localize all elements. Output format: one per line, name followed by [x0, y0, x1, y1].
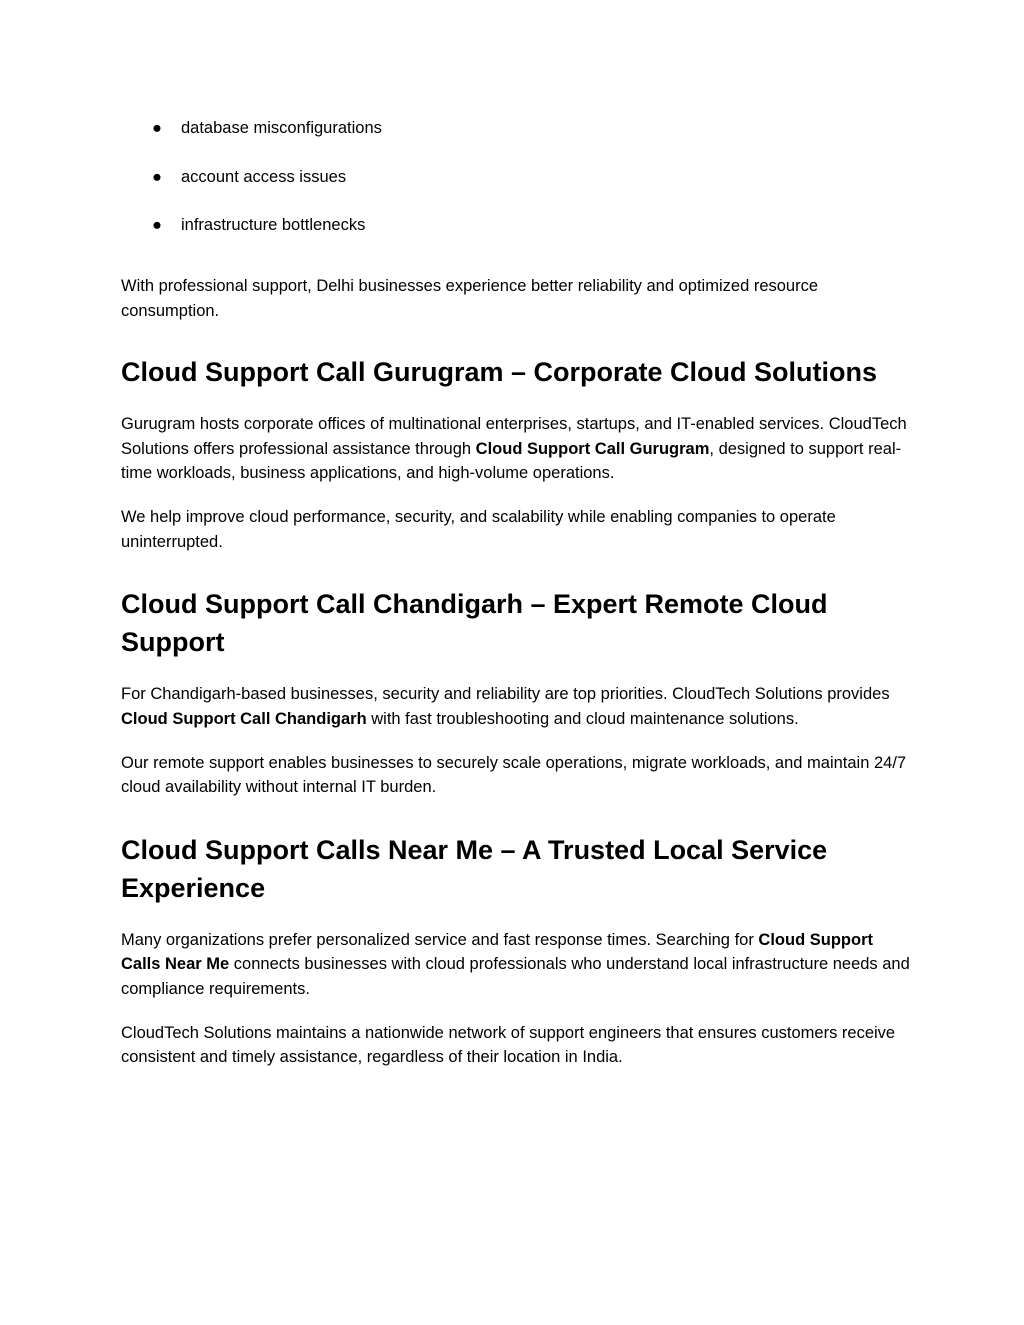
- bullet-icon: ●: [152, 167, 162, 186]
- list-item-text: infrastructure bottlenecks: [181, 216, 366, 234]
- paragraph: We help improve cloud performance, security, and scalability while enabling companies to operate uninterrupted.: [121, 508, 836, 551]
- bold-text: Cloud Support Calls Near Me: [121, 930, 873, 973]
- paragraph: [121, 412, 911, 486]
- paragraph: CloudTech Solutions maintains a nationwide network of support engineers that ensures customers receive consistent and timely assistance, regardless of their location in India.: [121, 1023, 896, 1066]
- bullet-list: [121, 118, 911, 235]
- bullet-icon: ●: [152, 216, 162, 234]
- paragraph: [121, 682, 911, 731]
- section-heading: Cloud Support Call Gurugram – Corporate Cloud Solutions: [121, 357, 877, 387]
- list-item-text: account access issues: [181, 167, 347, 186]
- bold-text: Cloud Support Call Gurugram: [475, 439, 710, 458]
- bullet-icon: ●: [152, 119, 162, 137]
- bold-text: Cloud Support Call Chandigarh: [121, 709, 367, 728]
- list-item: [121, 118, 911, 138]
- document-content: [121, 118, 911, 1089]
- list-item: [121, 215, 911, 235]
- paragraph: Our remote support enables businesses to securely scale operations, migrate workloads, and maintain 24/7 cloud availability without internal IT burden.: [121, 753, 907, 796]
- text: Many organizations prefer personalized service and fast response times. Searching for: [121, 930, 759, 949]
- list-item: [121, 167, 911, 187]
- section-heading: Cloud Support Calls Near Me – A Trusted Local Service Experience: [121, 834, 828, 903]
- paragraph: [121, 928, 911, 1002]
- list-item-text: database misconfigurations: [181, 119, 382, 137]
- section-heading: Cloud Support Call Chandigarh – Expert Remote Cloud Support: [121, 589, 828, 657]
- text: For Chandigarh-based businesses, security and reliability are top priorities. CloudTech Solutions provides: [121, 685, 890, 703]
- intro-paragraph: With professional support, Delhi businesses experience better reliability and optimized resource consumption.: [121, 277, 819, 320]
- text: connects businesses with cloud professionals who understand local infrastructure needs and compliance requirements.: [121, 955, 910, 998]
- text: with fast troubleshooting and cloud maintenance solutions.: [366, 709, 799, 728]
- text: , designed to support real-time workloads, business applications, and high-volume operations.: [121, 439, 902, 482]
- text: Gurugram hosts corporate offices of multinational enterprises, startups, and IT-enabled services. CloudTech Solutions offers professional assistance through: [121, 415, 907, 458]
